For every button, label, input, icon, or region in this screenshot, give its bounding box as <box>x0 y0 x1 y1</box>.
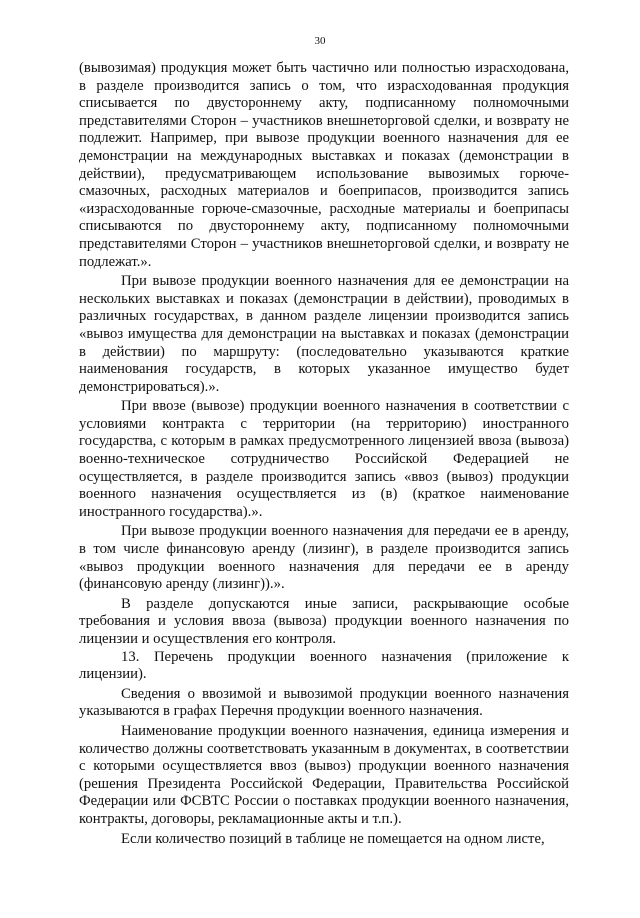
paragraph-continued: (вывозимая) продукция может быть частично или полностью израсходована, в разделе производится запись о том, что израсходованная продукция списывается по двустороннему акту, подписанному полномочными представителями Сторон – участников внешнеторговой сделки, и возврату не подлежит. Например, при вывозе продукции военного назначения для ее демонстрации на международных выставках и показах (демонстрации в действии), предусматривающем использование вывозимых горюче-смазочных, расходных материалов и боеприпасов, производится запись «израсходованные горюче-смазочные, расходные материалы и боеприпасы списываются по двустороннему акту, подписанному полномочными представителями Сторон – участников внешнеторговой сделки, и возврату не подлежат.». <box>79 60 569 270</box>
paragraph-lease-export: При вывозе продукции военного назначения для передачи ее в аренду, в том числе финансовую аренду (лизинг), в разделе производится запись «вывоз продукции военного назначения для передачи ее в аренду (финансовую аренду (лизинг)).». <box>79 523 569 593</box>
paragraph-other-records: В разделе допускаются иные записи, раскрывающие особые требования и условия ввоза (вывоза) продукции военного назначения по лицензии и осуществления его контроля. <box>79 595 569 647</box>
paragraph-product-naming: Наименование продукции военного назначения, единица измерения и количество должны соответствовать указанным в документах, в соответствии с которыми осуществляется ввоз (вывоз) продукции военного назначения (решения Президента Российской Федерации, Правительства Российской Федерации или ФСВТС России о поставках продукции военного назначения, контракты, договоры, рекламационные акты и т.п.). <box>79 722 569 827</box>
paragraph-import-export-conditions: При ввозе (вывозе) продукции военного назначения в соответствии с условиями контракта с территории (на территорию) иностранного государства, с которым в рамках предусмотренного лицензией ввоза (вывоза) военно-техническое сотрудничество Российской Федерацией не осуществляется, в разделе производится запись «ввоз (вывоз) продукции военного назначения осуществляется из (в) (краткое наименование иностранного государства).». <box>79 398 569 520</box>
document-body <box>79 60 569 848</box>
paragraph-table-overflow: Если количество позиций в таблице не помещается на одном листе, <box>121 830 545 847</box>
page-number: 30 <box>314 35 326 47</box>
paragraph-product-info: Сведения о ввозимой и вывозимой продукции военного назначения указываются в графах Перечня продукции военного назначения. <box>79 685 569 720</box>
paragraph-exhibition-export: При вывозе продукции военного назначения для ее демонстрации на нескольких выставках и показах (демонстрации в действии), проводимых в различных государствах, в данном разделе лицензии производится запись «вывоз имущества для демонстрации на выставках и показах (демонстрации в действии) по маршруту: (последовательно указываются краткие наименования государств, в которых указанное имущество будет демонстрироваться).». <box>79 273 569 395</box>
paragraph-section-13-heading: 13. Перечень продукции военного назначения (приложение к лицензии). <box>79 648 569 683</box>
